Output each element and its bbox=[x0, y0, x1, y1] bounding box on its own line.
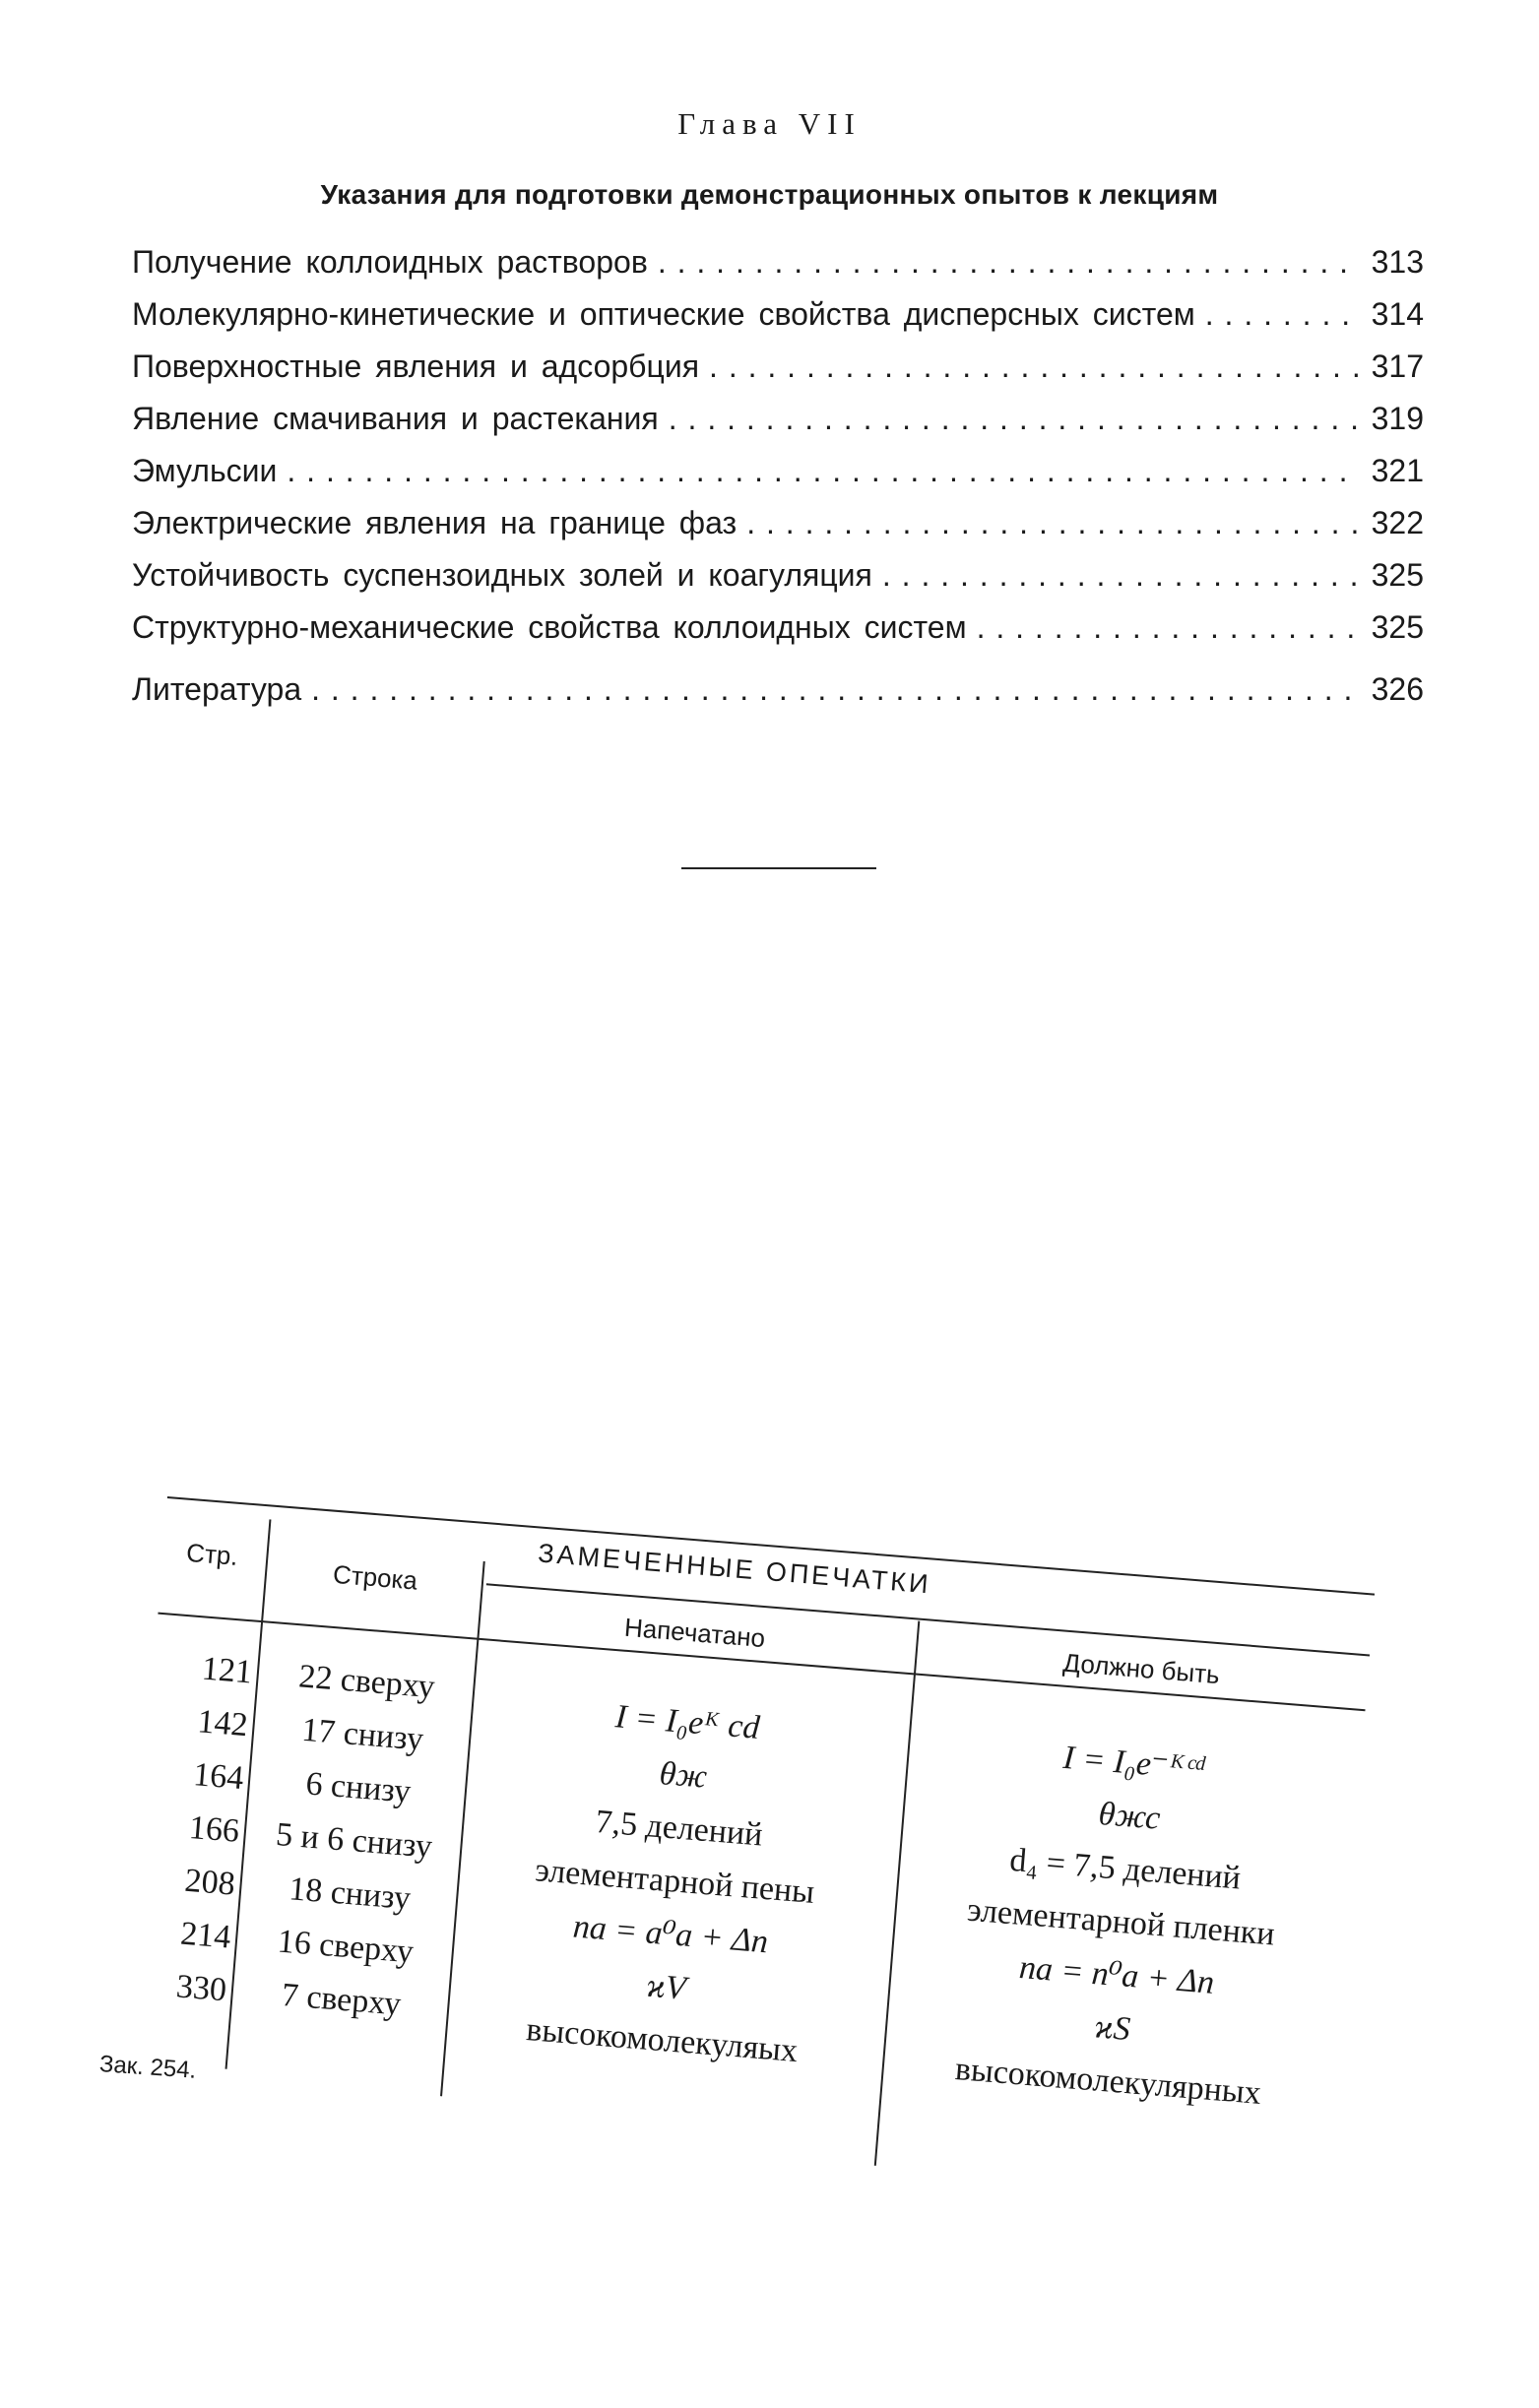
errata-page: 214 bbox=[178, 1915, 232, 1956]
toc-entry bbox=[132, 609, 1424, 662]
table-of-contents bbox=[132, 244, 1424, 724]
toc-entry bbox=[132, 453, 1424, 505]
toc-entry-title: Устойчивость суспензоидных золей и коагуляция bbox=[132, 557, 872, 593]
errata-line: 17 снизу bbox=[300, 1711, 425, 1758]
errata-line: 16 сверху bbox=[276, 1923, 416, 1971]
chapter-title: Указания для подготовки демонстрационных опытов к лекциям bbox=[320, 179, 1219, 210]
toc-entry-title: Поверхностные явления и адсорбция bbox=[132, 349, 700, 384]
toc-entry bbox=[132, 296, 1424, 349]
toc-entry-page: 313 bbox=[1371, 244, 1424, 280]
column-header-correct: Должно быть bbox=[1061, 1647, 1221, 1690]
toc-leader-dots bbox=[311, 671, 1361, 708]
correct-value: ϰS bbox=[1093, 2008, 1132, 2049]
printed-column bbox=[449, 1679, 901, 2084]
toc-leader-dots bbox=[709, 349, 1361, 385]
toc-entry-page: 326 bbox=[1371, 671, 1424, 707]
toc-entry bbox=[132, 505, 1424, 557]
toc-entry-page: 321 bbox=[1371, 453, 1424, 488]
toc-leader-dots bbox=[669, 401, 1361, 437]
correct-value: элементарной пленки bbox=[965, 1891, 1277, 1953]
toc-entry-title: Молекулярно-кинетические и оптические свойства дисперсных систем bbox=[132, 296, 1195, 332]
errata-table bbox=[120, 1496, 1375, 2183]
toc-entry-page: 317 bbox=[1371, 349, 1424, 384]
errata-line: 22 сверху bbox=[297, 1658, 436, 1706]
correct-value: высокомолекулярных bbox=[953, 2051, 1263, 2112]
printed-value: ϰV bbox=[645, 1967, 687, 2007]
toc-entry bbox=[132, 671, 1424, 724]
toc-leader-dots bbox=[882, 557, 1361, 594]
section-separator bbox=[681, 867, 876, 869]
toc-leader-dots bbox=[1205, 296, 1361, 333]
chapter-label: Глава VII bbox=[677, 106, 862, 141]
errata-page: 142 bbox=[196, 1703, 250, 1744]
toc-entry-page: 314 bbox=[1371, 296, 1424, 332]
toc-leader-dots bbox=[746, 505, 1361, 541]
order-reference: Зак. 254. bbox=[98, 2051, 198, 2084]
correct-value: θжс bbox=[1097, 1795, 1162, 1837]
toc-entry bbox=[132, 557, 1424, 609]
correct-value: I = I₀e⁻ᴷᶜᵈ bbox=[1061, 1739, 1206, 1788]
toc-entry-title: Структурно-механические свойства коллоидных систем bbox=[132, 609, 967, 645]
column-header-line: Строка bbox=[332, 1558, 419, 1596]
errata-page: 164 bbox=[191, 1756, 245, 1798]
column-header-printed: Напечатано bbox=[623, 1612, 767, 1654]
toc-entry-page: 322 bbox=[1371, 505, 1424, 540]
toc-entry-page: 325 bbox=[1371, 609, 1424, 645]
correct-value: nа = n⁰а + Δn bbox=[1017, 1948, 1216, 2001]
errata-line: 18 снизу bbox=[288, 1870, 413, 1918]
errata-page: 121 bbox=[200, 1650, 254, 1691]
toc-leader-dots bbox=[287, 453, 1361, 489]
errata-heading: ЗАМЕЧЕННЫЕ ОПЕЧАТКИ bbox=[537, 1538, 932, 1600]
printed-value: элементарной пены bbox=[534, 1852, 816, 1911]
errata-page: 166 bbox=[187, 1808, 241, 1850]
errata-page: 208 bbox=[183, 1862, 237, 1903]
toc-entry bbox=[132, 349, 1424, 401]
toc-entry-title: Эмульсии bbox=[132, 453, 278, 488]
toc-entry bbox=[132, 244, 1424, 296]
column-header-page: Стр. bbox=[185, 1537, 239, 1571]
toc-entry-title: Литература bbox=[132, 671, 302, 707]
printed-value: 7,5 делений bbox=[594, 1804, 764, 1854]
printed-value: I = I₀eᴷ cd bbox=[613, 1698, 761, 1746]
correct-value: d₄ = 7,5 делений bbox=[1008, 1841, 1243, 1897]
line-column bbox=[236, 1648, 473, 2036]
correct-column bbox=[890, 1720, 1352, 2125]
errata-line: 6 снизу bbox=[304, 1765, 413, 1810]
errata-line: 5 и 6 снизу bbox=[274, 1816, 434, 1866]
toc-entry-title: Электрические явления на границе фаз bbox=[132, 505, 737, 540]
toc-leader-dots bbox=[977, 609, 1361, 646]
printed-value: высокомолекуляых bbox=[525, 2011, 800, 2070]
toc-entry-title: Явление смачивания и растекания bbox=[132, 401, 659, 436]
errata-line: 7 сверху bbox=[280, 1977, 403, 2023]
toc-entry bbox=[132, 401, 1424, 453]
toc-entry-page: 325 bbox=[1371, 557, 1424, 593]
toc-entry-page: 319 bbox=[1371, 401, 1424, 436]
errata-page: 330 bbox=[174, 1968, 228, 2009]
printed-value: θж bbox=[658, 1755, 709, 1796]
printed-value: nа = a⁰а + Δn bbox=[571, 1908, 770, 1961]
toc-leader-dots bbox=[658, 244, 1361, 281]
toc-entry-title: Получение коллоидных растворов bbox=[132, 244, 648, 280]
